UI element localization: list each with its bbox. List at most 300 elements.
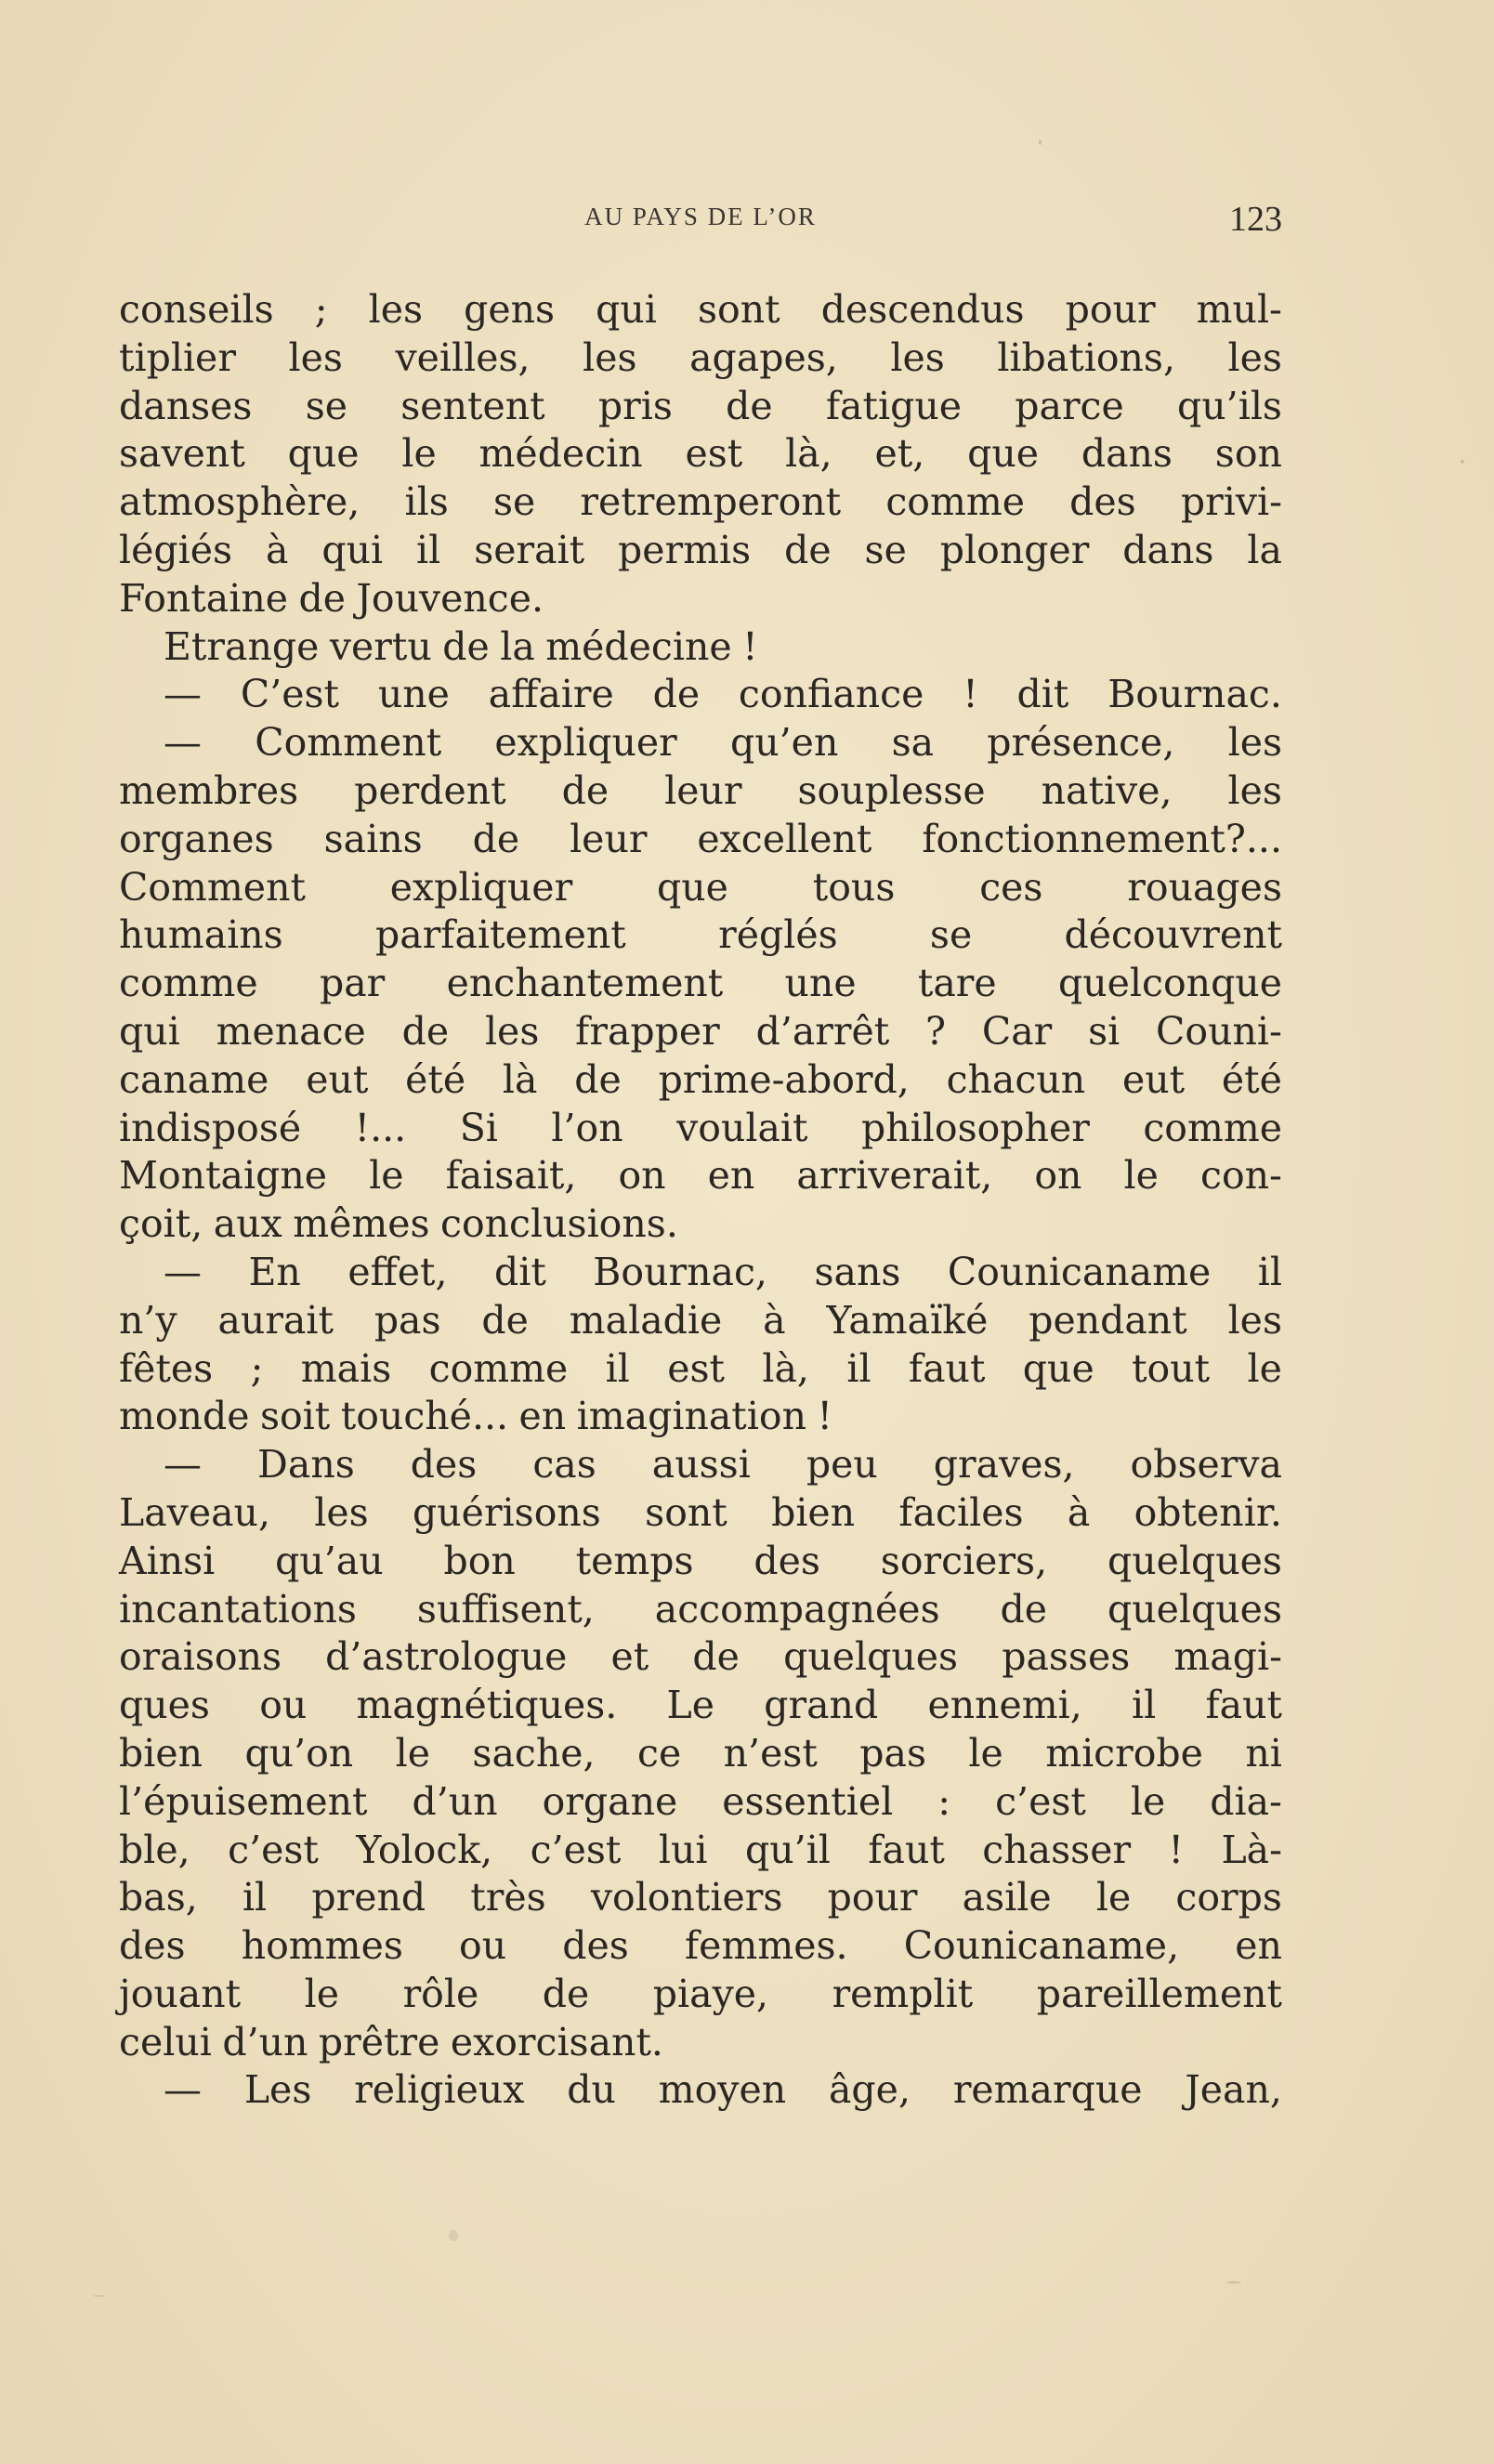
word: de	[401, 1008, 450, 1054]
word: là	[502, 1056, 538, 1102]
word: leur	[664, 767, 742, 813]
word: membres	[119, 767, 299, 813]
word: des	[410, 1442, 478, 1488]
word: grand	[764, 1683, 879, 1728]
word: les	[1227, 767, 1282, 813]
word: bien	[771, 1489, 856, 1535]
word: maladie	[569, 1297, 723, 1343]
word: aurait	[217, 1297, 334, 1343]
word: d’un	[222, 2019, 308, 2064]
word: il	[605, 1345, 630, 1391]
word: —	[164, 672, 202, 717]
word: tare	[917, 961, 997, 1006]
word: le	[401, 431, 437, 477]
word: que	[287, 431, 360, 477]
word: comme	[885, 479, 1025, 525]
word: ble,	[119, 1827, 190, 1872]
word: qu’il	[744, 1827, 831, 1872]
word: quelques	[783, 1634, 959, 1680]
word: soit	[259, 1394, 331, 1439]
word: la	[1247, 527, 1282, 572]
paper-speck	[1039, 139, 1042, 145]
text-line	[119, 816, 1282, 864]
word: se	[305, 383, 348, 428]
word: eut	[1121, 1056, 1186, 1102]
word: chacun	[946, 1056, 1086, 1102]
page-header	[119, 200, 1282, 245]
word: libations,	[997, 334, 1175, 380]
word: Comment	[255, 720, 442, 766]
word: médecine	[545, 623, 732, 669]
text-line	[119, 1827, 1282, 1875]
word: voulait	[676, 1105, 808, 1150]
word: remarque	[952, 2067, 1143, 2113]
word: Les	[243, 2067, 312, 2113]
word: de	[1000, 1586, 1048, 1632]
text-line	[119, 1586, 1282, 1634]
word: Le	[666, 1683, 715, 1728]
word: sorciers,	[880, 1538, 1048, 1583]
word: expliquer	[389, 864, 573, 910]
text-line	[119, 286, 1282, 334]
text-line	[119, 1538, 1282, 1586]
word: l’on	[551, 1105, 623, 1150]
word: humains	[119, 912, 283, 958]
word: permis	[618, 527, 752, 572]
word: graves,	[933, 1442, 1075, 1488]
word: faut	[1205, 1683, 1282, 1728]
text-line	[119, 1441, 1282, 1489]
word: le	[1130, 1778, 1166, 1824]
word: faut	[908, 1345, 986, 1391]
word: été	[1221, 1056, 1282, 1102]
word: les	[1227, 1297, 1282, 1343]
word: qu’au	[275, 1538, 384, 1583]
word: asile	[962, 1875, 1052, 1920]
word: quelconque	[1057, 961, 1282, 1006]
body-text	[119, 286, 1282, 2115]
word: il	[242, 1875, 268, 1920]
word: qu’ils	[1177, 383, 1282, 428]
word: qu’on	[244, 1730, 354, 1776]
text-line	[119, 383, 1282, 431]
word: Couni-	[1156, 1008, 1282, 1054]
word: c’est	[228, 1827, 319, 1872]
word: organes	[119, 816, 274, 861]
word: le	[369, 1153, 404, 1199]
word: le	[1095, 1875, 1132, 1920]
word: là,	[785, 431, 832, 477]
text-line	[119, 2066, 1282, 2115]
word: dit	[1016, 672, 1069, 717]
word: ces	[979, 864, 1043, 910]
word: menace	[216, 1008, 366, 1054]
word: les	[890, 334, 945, 380]
text-line	[119, 1200, 1282, 1249]
text-line	[119, 1393, 1282, 1441]
word: en	[707, 1153, 755, 1199]
text-line	[119, 1682, 1282, 1730]
word: des	[119, 1923, 186, 1969]
word: dans	[1081, 431, 1173, 477]
word: enchantement	[446, 961, 724, 1006]
word: !	[963, 672, 978, 717]
word: Bournac.	[1107, 672, 1282, 717]
word: conseils	[119, 287, 274, 332]
word: il	[1132, 1683, 1157, 1728]
word: plonger	[939, 527, 1090, 572]
word: gens	[464, 287, 556, 332]
word: Yamaïké	[826, 1297, 989, 1343]
word: Comment	[119, 864, 306, 910]
word: retremperont	[580, 479, 842, 525]
word: philosopher	[861, 1105, 1090, 1150]
word: présence,	[987, 720, 1175, 766]
word: le	[968, 1730, 1003, 1776]
word: sache,	[472, 1730, 596, 1776]
word: leur	[570, 816, 648, 861]
text-line	[119, 1922, 1282, 1971]
word: que	[1022, 1345, 1094, 1391]
word: le	[1247, 1345, 1282, 1391]
word: pas	[859, 1730, 926, 1776]
word: de	[481, 1297, 529, 1343]
text-line	[119, 671, 1282, 719]
word: d’un	[412, 1778, 498, 1824]
word: ou	[459, 1923, 507, 1969]
word: très	[470, 1875, 546, 1920]
word: ?	[925, 1008, 947, 1054]
word: les	[288, 334, 343, 380]
word: savent	[119, 431, 245, 477]
text-line	[119, 864, 1282, 912]
word: parfaitement	[375, 912, 626, 958]
word: obtenir.	[1134, 1489, 1282, 1535]
word: qui	[119, 1008, 180, 1054]
word: est	[667, 1345, 726, 1391]
word: bon	[443, 1538, 516, 1583]
word: !	[742, 623, 758, 669]
text-line	[119, 430, 1282, 478]
word: prime-abord,	[658, 1056, 910, 1102]
word: là,	[762, 1345, 809, 1391]
word: une	[377, 672, 450, 717]
word: —	[164, 2067, 202, 2113]
text-line	[119, 1633, 1282, 1682]
word: bas,	[119, 1875, 198, 1920]
text-line	[119, 1345, 1282, 1394]
word: Dans	[257, 1442, 355, 1488]
word: microbe	[1045, 1730, 1203, 1776]
word: de	[784, 527, 832, 572]
word: Jouvence.	[356, 575, 544, 621]
word: C’est	[240, 672, 340, 717]
word: descendus	[820, 287, 1025, 332]
word: on	[618, 1153, 666, 1199]
word: se	[864, 527, 907, 572]
word: les	[484, 1008, 540, 1054]
text-line	[119, 1249, 1282, 1297]
word: Là-	[1221, 1827, 1282, 1872]
word: agapes,	[689, 334, 838, 380]
word: remplit	[832, 1971, 974, 2016]
word: l’épuisement	[119, 1778, 368, 1824]
word: Fontaine	[119, 575, 288, 621]
word: sentent	[400, 383, 545, 428]
word: ce	[636, 1730, 682, 1776]
word: à	[763, 1297, 786, 1343]
word: dia-	[1210, 1778, 1282, 1824]
word: faciles	[898, 1489, 1024, 1535]
word: la	[500, 623, 535, 669]
word: ;	[250, 1345, 264, 1391]
word: de	[574, 1056, 622, 1102]
word: de	[692, 1634, 740, 1680]
word: Jean,	[1185, 2067, 1282, 2113]
word: chasser	[982, 1827, 1132, 1872]
word: temps	[575, 1538, 694, 1583]
word: d’arrêt	[755, 1008, 890, 1054]
word: par	[319, 961, 386, 1006]
word: de	[298, 575, 346, 621]
word: ennemi,	[927, 1683, 1082, 1728]
word: cas	[532, 1442, 596, 1488]
word: !	[817, 1394, 832, 1439]
word: !	[1168, 1827, 1184, 1872]
word: le	[1123, 1153, 1159, 1199]
word: souplesse	[797, 767, 986, 813]
word: prend	[311, 1875, 426, 1920]
word: des	[562, 1923, 629, 1969]
word: monde	[119, 1394, 250, 1439]
word: à	[1067, 1489, 1091, 1535]
word: les	[1227, 334, 1282, 380]
word: serait	[474, 527, 585, 572]
word: conclusions.	[440, 1201, 678, 1247]
word: çoit,	[119, 1201, 203, 1247]
word: les	[368, 287, 424, 332]
word: Counicaname,	[903, 1923, 1180, 1969]
word: ;	[314, 287, 328, 332]
word: Car	[981, 1008, 1053, 1054]
word: pendant	[1029, 1297, 1187, 1343]
word: mêmes	[293, 1201, 430, 1247]
word: caname	[119, 1056, 269, 1102]
text-line	[119, 623, 1282, 672]
word: mul-	[1196, 287, 1282, 332]
word: aussi	[651, 1442, 751, 1488]
word: tiplier	[119, 334, 236, 380]
word: sans	[814, 1249, 901, 1294]
word: sains	[323, 816, 423, 861]
word: confiance	[738, 672, 924, 717]
page-number: 123	[1229, 200, 1282, 239]
word: affaire	[488, 672, 614, 717]
word: perdent	[354, 767, 506, 813]
word: ni	[1245, 1730, 1282, 1776]
text-line	[119, 1056, 1282, 1105]
word: de	[561, 767, 609, 813]
word: ques	[119, 1683, 210, 1728]
text-line	[119, 575, 1282, 623]
word: oraisons	[119, 1634, 282, 1680]
word: sont	[698, 287, 780, 332]
text-line	[119, 2019, 1282, 2067]
word: les	[583, 334, 637, 380]
word: en	[1235, 1923, 1282, 1969]
word: mais	[300, 1345, 392, 1391]
word: magi-	[1173, 1634, 1282, 1680]
word: Montaigne	[119, 1153, 328, 1199]
word: magnétiques.	[356, 1683, 618, 1728]
word: ou	[259, 1683, 308, 1728]
word: il	[416, 527, 441, 572]
word: de	[442, 623, 490, 669]
word: est	[685, 431, 743, 477]
text-line	[119, 527, 1282, 575]
word: en	[518, 1394, 567, 1439]
word: Yolock,	[356, 1827, 493, 1872]
word: suffisent,	[416, 1586, 595, 1632]
text-line	[119, 1778, 1282, 1827]
word: atmosphère,	[119, 479, 360, 525]
word: réglés	[718, 912, 838, 958]
word: n’est	[723, 1730, 818, 1776]
word: peu	[806, 1442, 878, 1488]
word: rôle	[402, 1971, 479, 2016]
word: faut	[868, 1827, 945, 1872]
word: observa	[1130, 1442, 1282, 1488]
paper-speck	[449, 2230, 458, 2241]
word: sa	[891, 720, 935, 766]
word: qu’en	[730, 720, 839, 766]
text-line	[119, 478, 1282, 527]
text-line	[119, 1297, 1282, 1345]
word: piaye,	[652, 1971, 769, 2016]
word: —	[164, 1249, 202, 1294]
word: passes	[1002, 1634, 1131, 1680]
word: pas	[374, 1297, 441, 1343]
word: veilles,	[395, 334, 531, 380]
word: médecin	[478, 431, 643, 477]
word: guérisons	[413, 1489, 601, 1535]
word: il	[846, 1345, 872, 1391]
word: religieux	[354, 2067, 525, 2113]
word: parce	[1015, 383, 1124, 428]
word: danses	[119, 383, 253, 428]
word: celui	[119, 2019, 212, 2064]
word: se	[492, 479, 536, 525]
word: n’y	[119, 1297, 177, 1343]
word: que	[657, 864, 728, 910]
word: pareillement	[1036, 1971, 1282, 2016]
word: fonctionnement?...	[922, 816, 1282, 861]
word: une	[784, 961, 857, 1006]
word: Counicaname	[947, 1249, 1212, 1294]
word: fêtes	[119, 1345, 214, 1391]
word: frapper	[575, 1008, 720, 1054]
word: de	[652, 672, 701, 717]
word: privi-	[1180, 479, 1282, 525]
word: les	[1227, 720, 1282, 766]
word: sont	[645, 1489, 727, 1535]
word: Ainsi	[119, 1538, 216, 1583]
word: les	[314, 1489, 369, 1535]
word: âge,	[828, 2067, 911, 2113]
word: Si	[459, 1105, 498, 1150]
text-line	[119, 1874, 1282, 1922]
word: volontiers	[590, 1875, 783, 1920]
word: se	[929, 912, 973, 958]
text-line	[119, 960, 1282, 1008]
word: d’astrologue	[325, 1634, 568, 1680]
word: c’est	[530, 1827, 622, 1872]
word: de	[542, 1971, 590, 2016]
word: comme	[119, 961, 258, 1006]
word: fatigue	[825, 383, 962, 428]
word: des	[754, 1538, 820, 1583]
word: arriverait,	[796, 1153, 993, 1199]
word: Bournac,	[593, 1249, 767, 1294]
word: il	[1257, 1249, 1282, 1294]
word: En	[248, 1249, 301, 1294]
word: imagination	[576, 1394, 806, 1439]
word: tout	[1132, 1345, 1211, 1391]
text-line	[119, 1730, 1282, 1778]
word: !...	[354, 1105, 407, 1150]
word: légiés	[119, 527, 233, 572]
text-line	[119, 1489, 1282, 1538]
word: et,	[874, 431, 925, 477]
word: quelques	[1107, 1586, 1282, 1632]
word: pour	[1065, 287, 1156, 332]
word: excellent	[697, 816, 872, 861]
text-line	[119, 719, 1282, 767]
word: pour	[827, 1875, 918, 1920]
word: touché...	[340, 1394, 509, 1439]
word: moyen	[658, 2067, 787, 2113]
word: ils	[404, 479, 449, 525]
word: à	[265, 527, 289, 572]
text-line	[119, 767, 1282, 816]
paper-speck	[1461, 460, 1464, 464]
paper-speck	[93, 2295, 104, 2297]
word: corps	[1175, 1875, 1282, 1920]
word: expliquer	[494, 720, 677, 766]
word: femmes.	[685, 1923, 848, 1969]
word: jouant	[119, 1971, 242, 2016]
word: native,	[1041, 767, 1173, 813]
word: indisposé	[119, 1105, 302, 1150]
word: accompagnées	[654, 1586, 940, 1632]
word: hommes	[241, 1923, 403, 1969]
word: rouages	[1127, 864, 1282, 910]
word: de	[726, 383, 773, 428]
word: découvrent	[1064, 912, 1282, 958]
word: con-	[1200, 1153, 1282, 1199]
word: —	[164, 1442, 202, 1488]
word: Laveau,	[119, 1489, 270, 1535]
word: incantations	[119, 1586, 357, 1632]
word: organe	[542, 1778, 678, 1824]
word: :	[937, 1778, 951, 1824]
word: son	[1214, 431, 1282, 477]
text-line	[119, 1152, 1282, 1200]
word: de	[472, 816, 520, 861]
word: le	[304, 1971, 340, 2016]
word: bien	[119, 1730, 203, 1776]
word: dit	[493, 1249, 546, 1294]
